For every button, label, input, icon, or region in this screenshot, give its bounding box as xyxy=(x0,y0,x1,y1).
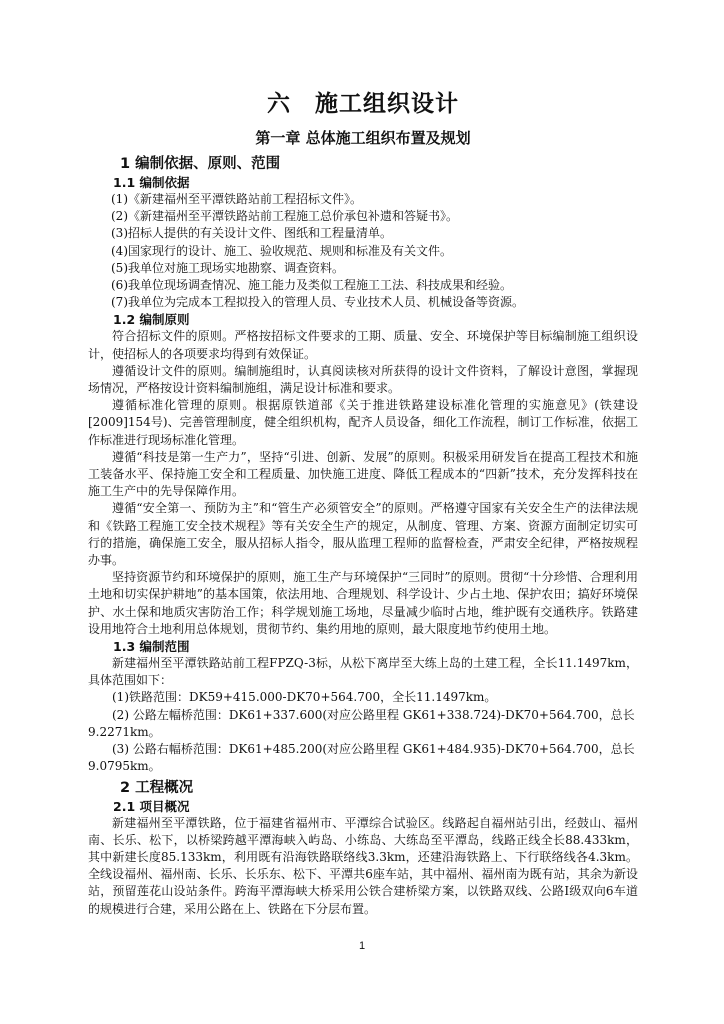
subsection-heading-1-3: 1.3 编制范围 xyxy=(113,639,190,655)
principle-paragraph: 遵循“安全第一、预防为主”和“管生产必须管安全”的原则。严格遵守国家有关安全生产的法律法规和《铁路工程施工安全技术规程》等有关安全生产的规定，从制度、管理、方案、资源方面制定切实可行的措施，确保施工安全，服从招标人指令，服从监理工程师的监督检查，严肃安全纪律，严格按规程办事。 xyxy=(88,501,638,568)
document-body xyxy=(88,88,638,918)
basis-item: (4)国家现行的设计、施工、验收规范、规则和标准及有关文件。 xyxy=(111,243,453,258)
basis-item: (3)招标人提供的有关设计文件、图纸和工程量清单。 xyxy=(111,226,393,241)
subsection-heading-2-1: 2.1 项目概况 xyxy=(113,798,190,814)
principle-paragraph: 符合招标文件的原则。严格按招标文件要求的工期、质量、安全、环境保护等目标编制施工组织设计，使招标人的各项要求均得到有效保证。 xyxy=(88,329,638,361)
section-heading-1: 1 编制依据、原则、范围 xyxy=(120,156,281,172)
scope-intro: 新建福州至平潭铁路站前工程FPZQ-3标，从松下离岸至大练上岛的土建工程，全长11.1497km，具体范围如下： xyxy=(88,656,638,688)
project-overview-paragraph: 新建福州至平潭铁路，位于福建省福州市、平潭综合试验区。线路起自福州站引出，经鼓山、福州南、长乐、松下，以桥梁跨越平潭海峡入屿岛、小练岛、大练岛至平潭岛，线路正线全长88.433km，其中新建长度85.133km，利用既有沿海铁路联络线3.3km，还建沿海铁路上、下行联络线各4.3km。全线设福州、福州南、长乐、长乐东、松下、平潭共6座车站，其中福州、福州南为既有站，其余为新设站，预留莲花山设站条件。跨海平潭海峡大桥采用公铁合建桥梁方案，以铁路双线、公路Ⅰ级双向6车道的规模进行合建，采用公路在上、铁路在下分层布置。 xyxy=(88,815,638,916)
principle-paragraph: 坚持资源节约和环境保护的原则，施工生产与环境保护“三同时”的原则。贯彻“十分珍惜、合理利用土地和切实保护耕地”的基本国策，依法用地、合理规划、科学设计、少占土地、保护农田；搞好环境保护、水土保和地质灾害防治工作；科学规划施工场地，尽量减少临时占地，维护既有交通秩序。铁路建设用地符合土地利用总体规划，贯彻节约、集约用地的原则，最大限度地节约使用土地。 xyxy=(88,570,638,636)
principle-paragraph: 遵循“科技是第一生产力”，坚持“引进、创新、发展”的原则。积极采用研发旨在提高工程技术和施工装备水平、保持施工安全和工程质量、加快施工进度、降低工程成本的“四新”技术，充分发挥科技在施工生产中的先导保障作用。 xyxy=(88,449,638,499)
basis-item: (2)《新建福州至平潭铁路站前工程施工总价承包补遗和答疑书》。 xyxy=(111,209,459,224)
scope-highway-right: (3) 公路右幅桥范围：DK61+485.200(对应公路里程 GK61+484.935)-DK70+564.700，总长9.0795km。 xyxy=(88,742,635,774)
basis-item: (5)我单位对施工现场实地勘察、调查资料。 xyxy=(111,260,344,275)
basis-item: (7)我单位为完成本工程拟投入的管理人员、专业技术人员、机械设备等资源。 xyxy=(111,295,525,310)
basis-item: (1)《新建福州至平潭铁路站前工程招标文件》。 xyxy=(111,192,362,206)
section-heading-2: 2 工程概况 xyxy=(120,779,194,796)
chapter-heading: 第一章 总体施工组织布置及规划 xyxy=(255,129,471,147)
principle-paragraph: 遵循标准化管理的原则。根据原铁道部《关于推进铁路建设标准化管理的实施意见》(铁建设[2009]154号)、完善管理制度，健全组织机构，配齐人员设备，细化工作流程，制订工作标准，依据工作标准进行现场标准化管理。 xyxy=(88,398,638,447)
scope-highway-left: (2) 公路左幅桥范围：DK61+337.600(对应公路里程 GK61+338.724)-DK70+564.700，总长9.2271km。 xyxy=(88,707,635,739)
subsection-heading-1-1: 1.1 编制依据 xyxy=(113,175,190,190)
subsection-heading-1-2: 1.2 编制原则 xyxy=(113,312,190,328)
scope-railway: (1)铁路范围：DK59+415.000-DK70+564.700，全长11.1497km。 xyxy=(112,690,497,705)
page-number: 1 xyxy=(358,940,366,952)
principle-paragraph: 遵循设计文件的原则。编制施组时，认真阅读核对所获得的设计文件资料，了解设计意图，掌握现场情况，严格按设计资料编制施组，满足设计标准和要求。 xyxy=(88,363,638,396)
basis-item: (6)我单位现场调查情况、施工能力及类似工程施工工法、科技成果和经验。 xyxy=(111,278,513,293)
page-title: 六 施工组织设计 xyxy=(267,91,459,117)
